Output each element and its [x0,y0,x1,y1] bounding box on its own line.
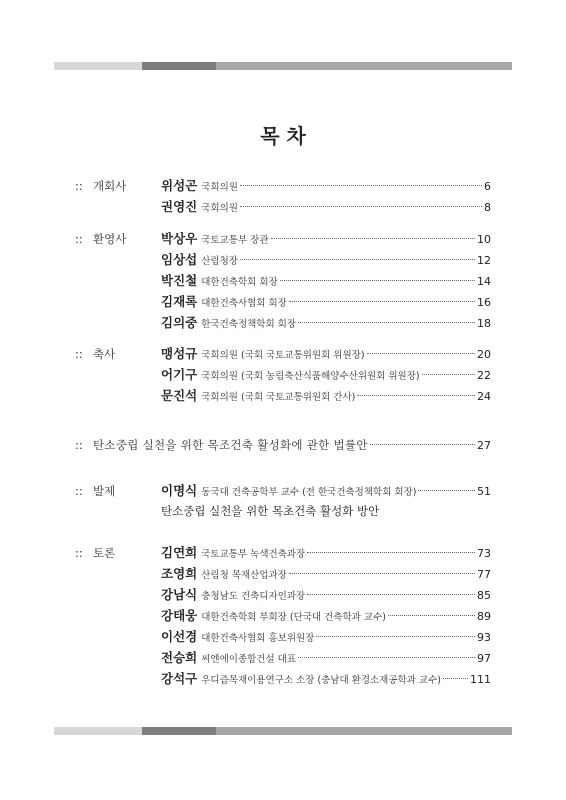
dot-leader [240,206,482,207]
toc-entry[interactable]: 박진철 대한건축학회 회장 14 [161,273,491,288]
dot-leader [298,322,475,323]
section-label-opening: :: 개회사 [75,179,127,193]
presentation-subtitle: 탄소중립 실천을 위한 목초건축 활성화 방안 [161,504,380,518]
dot-leader [418,490,475,491]
toc-entry[interactable]: 어기구 국회의원 (국회 농림축산식품해양수산위원회 위원장) 22 [161,367,491,382]
toc-entry[interactable]: 김의중 한국건축정책학회 회장 18 [161,315,491,330]
dot-leader [289,573,475,574]
bottom-decorative-bar [54,727,512,735]
toc-entry[interactable]: 전승희 씨엔에이종합건설 대표 97 [161,650,491,665]
toc-entry[interactable]: 이선경 대한건축사협회 홍보위원장 93 [161,629,491,644]
toc-entry[interactable]: 권영진 국회의원 8 [161,199,491,214]
dot-leader [422,374,475,375]
dot-leader [240,259,475,260]
dot-leader [289,301,475,302]
dot-leader [316,636,475,637]
dot-leader [367,353,475,354]
dot-leader [298,657,475,658]
dot-leader [271,238,476,239]
toc-entry[interactable]: 강남식 충청남도 건축디자인과장 85 [161,587,491,602]
dot-leader [388,615,475,616]
dot-leader [307,594,475,595]
toc-entry[interactable]: 강태웅 대한건축학회 부회장 (단국대 건축학과 교수) 89 [161,608,491,623]
dot-leader [357,395,475,396]
toc-entry[interactable]: 위성곤 국회의원 6 [161,178,491,193]
dot-leader [240,185,482,186]
section-label-welcome: :: 환영사 [75,232,127,246]
toc-entry[interactable]: 김재록 대한건축사협회 회장 16 [161,294,491,309]
toc-entry[interactable]: 박상우 국토교통부 장관 10 [161,231,491,246]
section-label-discussion: :: 토론 [75,546,116,560]
toc-entry[interactable]: 강석구 우디즘목재이용연구소 소장 (충남대 환경소재공학과 교수) 111 [161,671,491,686]
dot-leader [280,280,475,281]
toc-entry-bill[interactable]: :: 탄소중립 실천을 위한 목조건축 활성화에 관한 법률안 27 [75,438,491,452]
top-decorative-bar [54,62,512,70]
page-title: 목 차 [260,124,306,148]
dot-leader [370,444,475,445]
section-label-presentation: :: 발제 [75,484,116,498]
toc-entry[interactable]: 문진석 국회의원 (국회 국토교통위원회 간사) 24 [161,388,491,403]
toc-entry[interactable]: 이명식 동국대 건축공학부 교수 (전 한국건축정책학회 회장) 51 [161,483,491,498]
toc-entry[interactable]: 조영희 산림청 목재산업과장 77 [161,566,491,581]
section-label-congratulatory: :: 축사 [75,347,116,361]
toc-entry[interactable]: 김연희 국토교통부 녹색건축과장 73 [161,545,491,560]
toc-entry[interactable]: 맹성규 국회의원 (국회 국토교통위원회 위원장) 20 [161,346,491,361]
toc-entry[interactable]: 임상섭 산림청장 12 [161,252,491,267]
dot-leader [307,552,475,553]
dot-leader [443,678,468,679]
